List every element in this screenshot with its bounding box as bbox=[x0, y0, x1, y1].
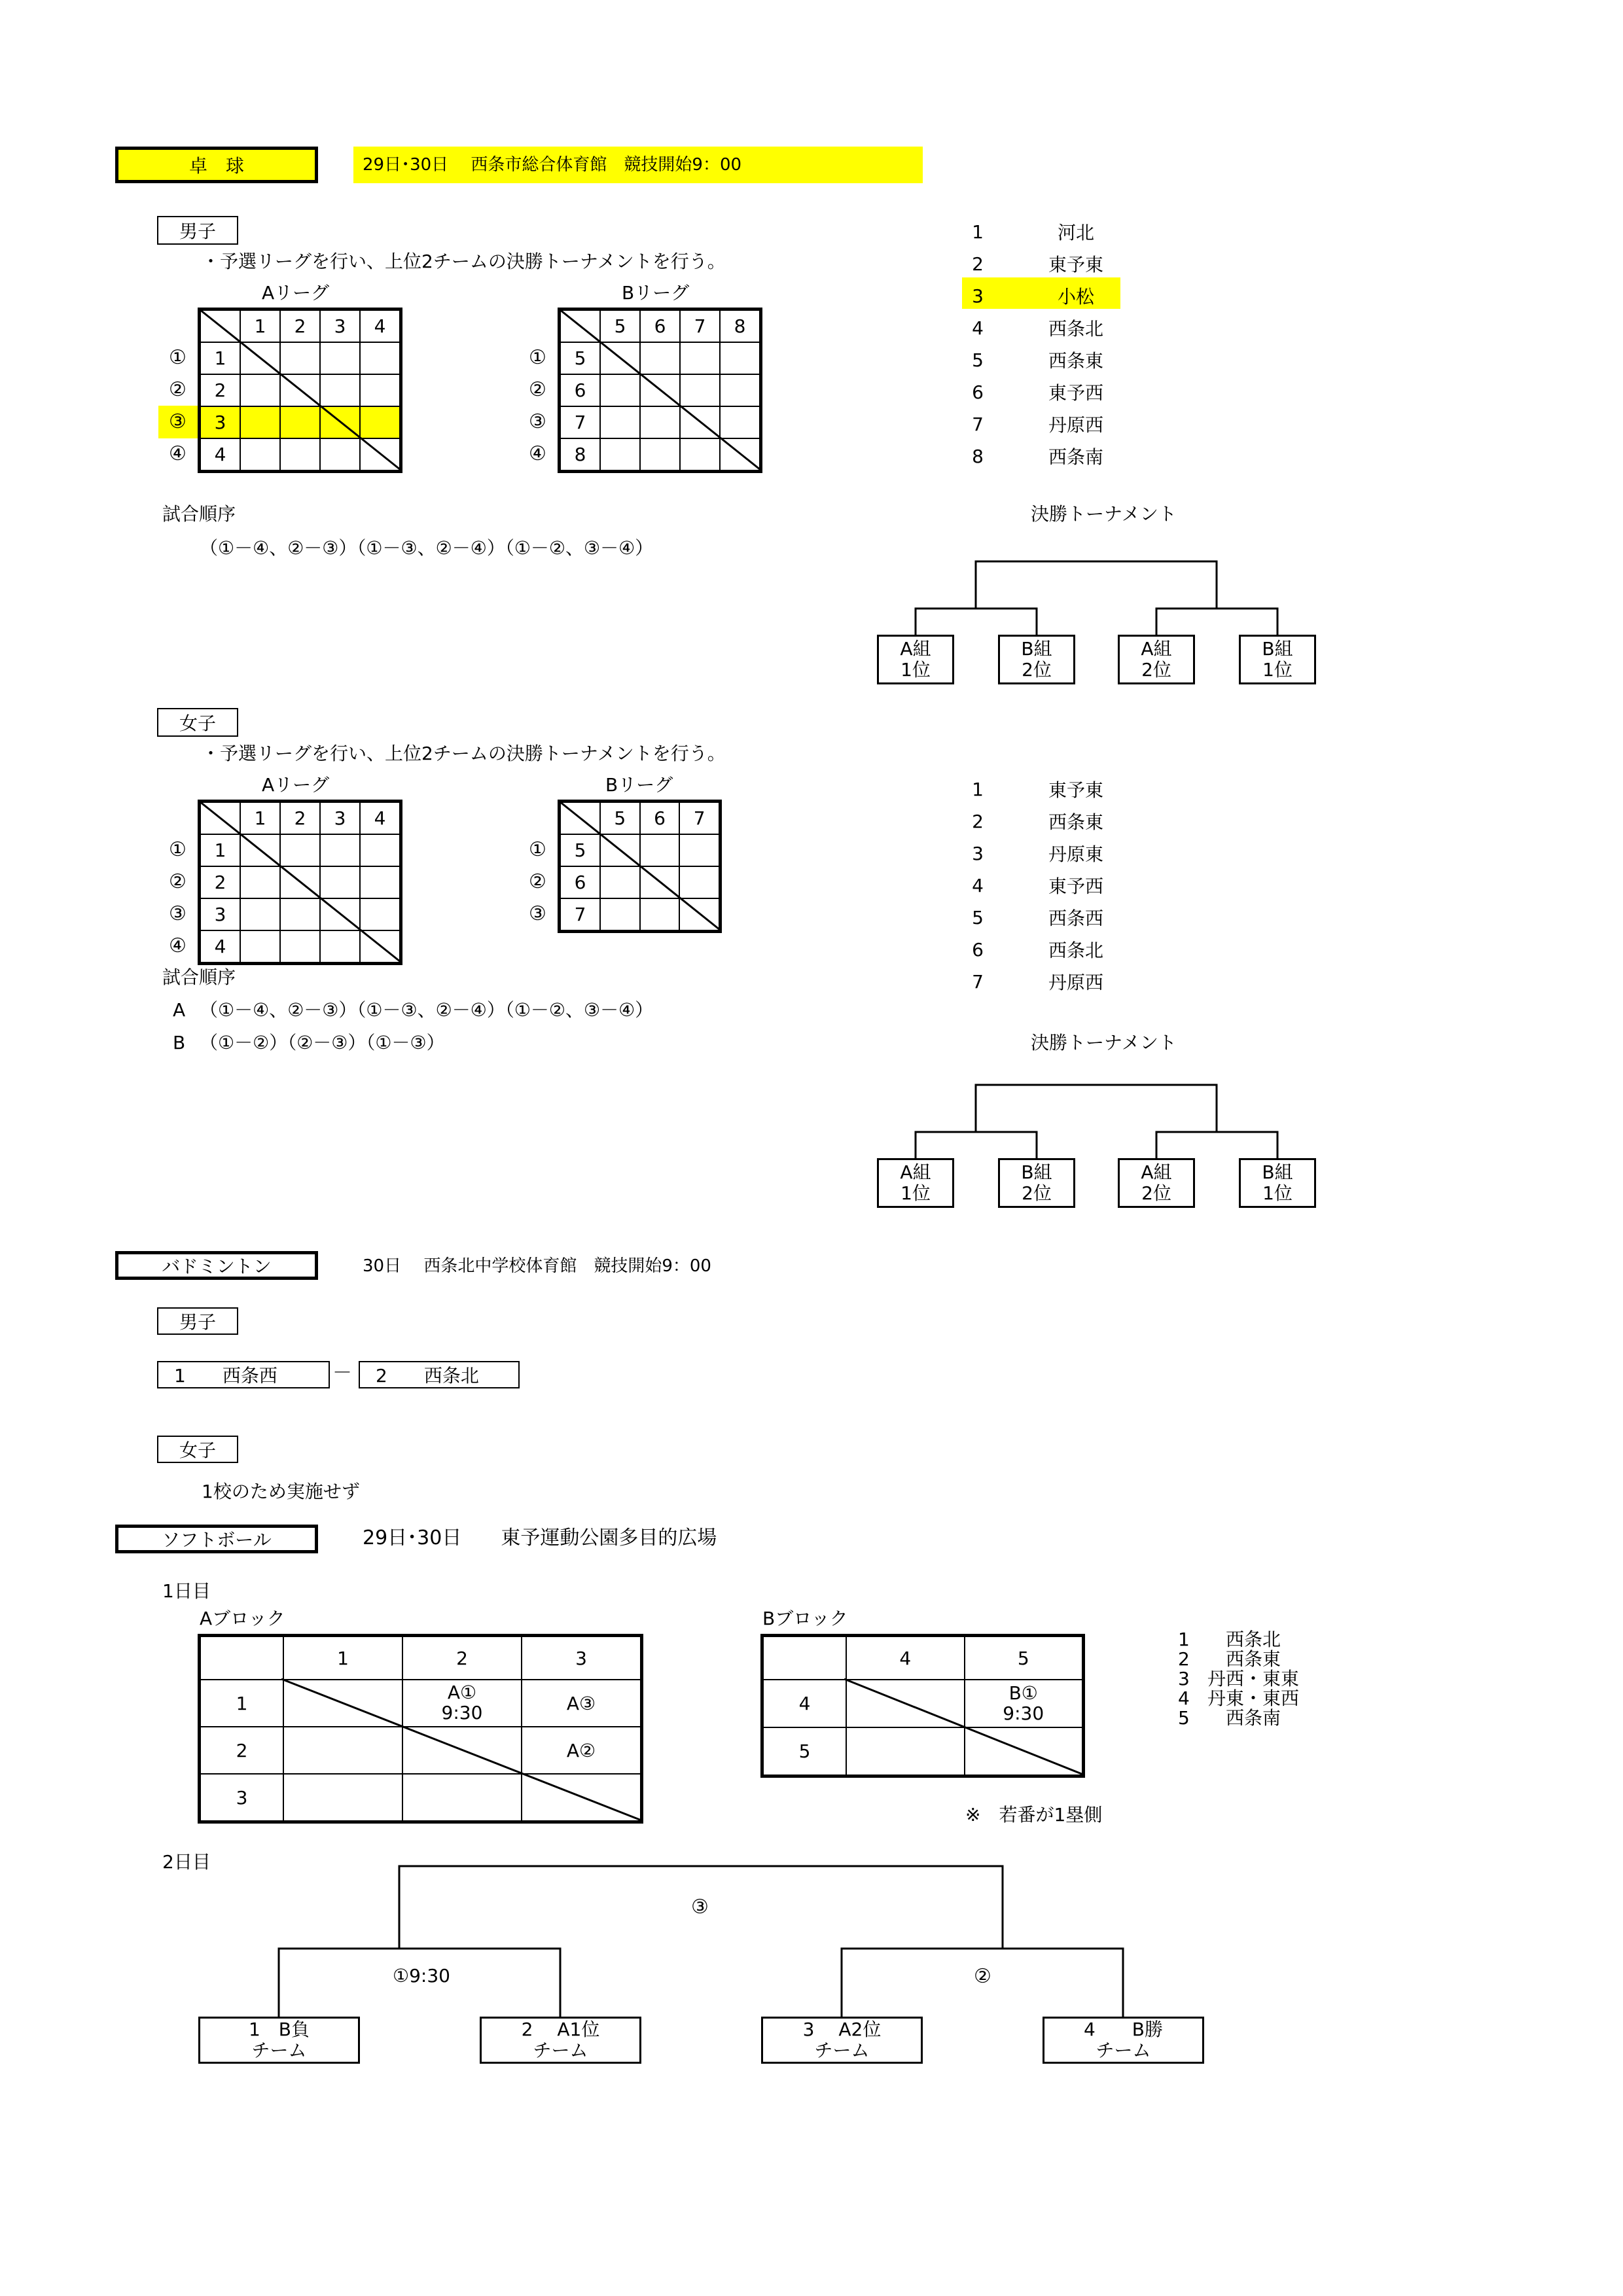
team-name: 西条南 bbox=[1048, 446, 1103, 468]
team-name: 東予西 bbox=[1048, 875, 1103, 897]
circle-2: ② bbox=[169, 870, 187, 893]
badminton-girls-label: 女子 bbox=[157, 1436, 238, 1463]
header-cell: 5 bbox=[600, 802, 640, 834]
team-name: 丹西・東東 bbox=[1207, 1668, 1299, 1689]
team-name: 西条北 bbox=[1225, 1629, 1281, 1650]
badminton-match-right: 2 西条北 bbox=[359, 1361, 520, 1388]
team-list-row bbox=[965, 840, 1122, 866]
softball-team-row bbox=[1178, 1650, 1302, 1669]
team-list-row bbox=[965, 872, 1122, 898]
row-label: 4 bbox=[200, 438, 240, 470]
badminton-info: 30日 西条北中学校体育館 競技開始9：00 bbox=[363, 1256, 711, 1276]
girls-order-a: （①－④、②－③）（①－③、②－④）（①－②、③－④） bbox=[200, 999, 654, 1021]
circle-4: ④ bbox=[169, 934, 187, 957]
team-number: 2 bbox=[1178, 1648, 1190, 1670]
table-tennis-title-text: 卓 球 bbox=[188, 155, 244, 177]
team-list-row bbox=[965, 411, 1122, 437]
header-cell: 4 bbox=[360, 310, 400, 342]
bracket-line bbox=[916, 1132, 1037, 1158]
block-b-table bbox=[762, 1636, 1083, 1776]
header-cell: 1 bbox=[240, 802, 280, 834]
boys-tournament-title: 決勝トーナメント bbox=[1031, 503, 1177, 525]
team-name: 丹原西 bbox=[1048, 414, 1103, 436]
girls-b-league-title: Bリーグ bbox=[605, 774, 673, 796]
team-number: 3 bbox=[972, 842, 984, 864]
badminton-match-left: 1 西条西 bbox=[157, 1361, 330, 1388]
row-label: 5 bbox=[560, 342, 600, 374]
header-cell: 5 bbox=[600, 310, 640, 342]
header-cell: 2 bbox=[280, 310, 320, 342]
softball-title bbox=[115, 1525, 318, 1553]
match-cell: A③ bbox=[522, 1680, 641, 1727]
bracket-slot: B組 2位 bbox=[998, 635, 1075, 684]
girls-a-league-table bbox=[200, 802, 401, 963]
row-label: 3 bbox=[200, 898, 240, 930]
team-number: 1 bbox=[1178, 1629, 1190, 1650]
row-label: 4 bbox=[763, 1680, 846, 1727]
boys-order: （①－④、②－③）（①－③、②－④）（①－②、③－④） bbox=[200, 537, 654, 559]
table-tennis-title bbox=[115, 147, 318, 183]
table-tennis-info-text: 29日･30日 西条市総合体育館 競技開始9：00 bbox=[363, 155, 742, 175]
row-label: 5 bbox=[763, 1727, 846, 1775]
team-name: 西条北 bbox=[1048, 318, 1103, 340]
team-list-row bbox=[965, 379, 1122, 405]
team-name: 西条東 bbox=[1048, 350, 1103, 372]
header-cell: 3 bbox=[522, 1636, 641, 1680]
softball-day2: 2日目 bbox=[162, 1851, 211, 1873]
row-label: 1 bbox=[200, 1680, 283, 1727]
block-a-title: Aブロック bbox=[200, 1608, 285, 1629]
semi-left-label: ①9:30 bbox=[393, 1965, 450, 1987]
team-number: 3 bbox=[1178, 1668, 1190, 1689]
header-cell: 2 bbox=[280, 802, 320, 834]
softball-day1: 1日目 bbox=[162, 1580, 211, 1602]
row-label: 7 bbox=[560, 898, 600, 930]
team-list-row bbox=[965, 936, 1122, 963]
girls-b-league-table bbox=[560, 802, 720, 931]
header-cell: 4 bbox=[360, 802, 400, 834]
final-label: ③ bbox=[691, 1896, 709, 1918]
row-label: 2 bbox=[200, 1727, 283, 1774]
team-list-row bbox=[965, 283, 1122, 309]
bracket-line bbox=[1156, 1132, 1277, 1158]
boys-b-league-title: Bリーグ bbox=[622, 282, 690, 304]
badminton-match-dash: － bbox=[332, 1362, 352, 1385]
bracket-slot: A組 1位 bbox=[877, 1158, 954, 1208]
row-label: 7 bbox=[560, 406, 600, 438]
team-list-row bbox=[965, 443, 1122, 469]
badminton-boys-label: 男子 bbox=[157, 1307, 238, 1335]
team-number: 5 bbox=[1178, 1707, 1190, 1729]
girls-order-b: （①－②）（②－③）（①－③） bbox=[200, 1032, 445, 1053]
team-name: 丹東・東西 bbox=[1207, 1687, 1299, 1709]
bracket-slot: B組 1位 bbox=[1239, 635, 1316, 684]
match-cell: A① 9:30 bbox=[402, 1680, 522, 1727]
badminton-title bbox=[115, 1251, 318, 1280]
row-label: 3 bbox=[200, 406, 240, 438]
circle-3: ③ bbox=[529, 410, 546, 433]
team-number: 4 bbox=[972, 317, 984, 339]
header-cell: 6 bbox=[640, 310, 680, 342]
team-list-row bbox=[965, 315, 1122, 341]
bracket-line bbox=[976, 1085, 1217, 1132]
circle-2: ② bbox=[169, 378, 187, 401]
circle-3: ③ bbox=[169, 902, 187, 925]
softball-team-row bbox=[1178, 1689, 1302, 1708]
softball-team-row bbox=[1178, 1709, 1302, 1727]
header-cell: 2 bbox=[402, 1636, 522, 1680]
header-cell: 6 bbox=[640, 802, 680, 834]
team-number: 7 bbox=[972, 970, 984, 993]
circle-1: ① bbox=[169, 838, 187, 861]
circle-4: ④ bbox=[529, 442, 546, 465]
bracket-line bbox=[1156, 609, 1277, 635]
girls-label: 女子 bbox=[157, 708, 238, 737]
team-name: 西条北 bbox=[1048, 940, 1103, 961]
bracket-slot: 2 A1位 チーム bbox=[480, 2017, 641, 2064]
circle-2: ② bbox=[529, 870, 546, 893]
team-number: 5 bbox=[972, 906, 984, 928]
boys-a-league-title: Aリーグ bbox=[262, 282, 330, 304]
row-label: 2 bbox=[200, 374, 240, 406]
team-list-row bbox=[965, 251, 1122, 277]
row-label: 6 bbox=[560, 374, 600, 406]
team-name: 東予東 bbox=[1048, 779, 1103, 801]
team-list-row bbox=[965, 776, 1122, 802]
softball-team-row bbox=[1178, 1631, 1302, 1649]
circle-2: ② bbox=[529, 378, 546, 401]
softball-info: 29日･30日 東予運動公園多目的広場 bbox=[363, 1527, 717, 1549]
team-number: 1 bbox=[972, 221, 984, 243]
bracket-line bbox=[976, 561, 1217, 609]
header-cell: 3 bbox=[320, 310, 360, 342]
girls-order-b-prefix: B bbox=[173, 1032, 186, 1053]
circle-3: ③ bbox=[169, 410, 187, 433]
bracket-slot: A組 2位 bbox=[1118, 1158, 1195, 1208]
team-name: 東予西 bbox=[1048, 382, 1103, 404]
team-list-row bbox=[965, 219, 1122, 245]
team-name: 西条西 bbox=[1048, 908, 1103, 929]
header-cell: 7 bbox=[680, 310, 720, 342]
header-cell: 4 bbox=[846, 1636, 965, 1680]
circle-4: ④ bbox=[169, 442, 187, 465]
circle-1: ① bbox=[529, 838, 546, 861]
row-label: 1 bbox=[200, 834, 240, 866]
bracket-slot: 1 B負 チーム bbox=[198, 2017, 360, 2064]
boys-order-label: 試合順序 bbox=[162, 503, 236, 525]
team-number: 6 bbox=[972, 938, 984, 961]
team-number: 8 bbox=[972, 445, 984, 467]
team-number: 3 bbox=[972, 285, 984, 307]
team-number: 4 bbox=[1178, 1687, 1190, 1709]
bracket-slot: A組 2位 bbox=[1118, 635, 1195, 684]
row-label: 1 bbox=[200, 342, 240, 374]
team-number: 2 bbox=[972, 810, 984, 832]
team-number: 4 bbox=[972, 874, 984, 896]
row-label: 8 bbox=[560, 438, 600, 470]
bracket-slot: 3 A2位 チーム bbox=[761, 2017, 923, 2064]
header-cell: 1 bbox=[240, 310, 280, 342]
row-label: 4 bbox=[200, 930, 240, 963]
badminton-girls-note: 1校のため実施せず bbox=[202, 1481, 360, 1502]
bracket-slot: B組 1位 bbox=[1239, 1158, 1316, 1208]
row-label: 6 bbox=[560, 866, 600, 898]
girls-order-a-prefix: A bbox=[173, 999, 186, 1021]
team-name: 西条東 bbox=[1048, 811, 1103, 833]
circle-1: ① bbox=[529, 346, 546, 369]
bracket-slot: 4 B勝 チーム bbox=[1043, 2017, 1204, 2064]
block-a-table bbox=[200, 1636, 641, 1822]
team-name: 丹原西 bbox=[1048, 972, 1103, 993]
team-name: 西条南 bbox=[1225, 1707, 1281, 1729]
team-number: 2 bbox=[972, 253, 984, 275]
girls-order-label: 試合順序 bbox=[162, 966, 236, 988]
circle-3: ③ bbox=[529, 902, 546, 925]
boys-a-league-table bbox=[200, 309, 401, 471]
badminton-title-text: バドミントン bbox=[162, 1256, 272, 1277]
header-cell: 5 bbox=[965, 1636, 1083, 1680]
girls-a-league-title: Aリーグ bbox=[262, 774, 330, 796]
team-number: 1 bbox=[972, 778, 984, 800]
header-cell: 8 bbox=[720, 310, 760, 342]
bracket-slot: A組 1位 bbox=[877, 635, 954, 684]
team-name: 丹原東 bbox=[1048, 843, 1103, 865]
team-number: 6 bbox=[972, 381, 984, 403]
boys-b-league-table bbox=[560, 309, 760, 471]
girls-tournament-title: 決勝トーナメント bbox=[1031, 1032, 1177, 1053]
boys-note: ・予選リーグを行い、上位2チームの決勝トーナメントを行う。 bbox=[202, 251, 726, 272]
team-list-row bbox=[965, 904, 1122, 930]
softball-team-row bbox=[1178, 1670, 1302, 1688]
girls-note: ・予選リーグを行い、上位2チームの決勝トーナメントを行う。 bbox=[202, 743, 726, 764]
softball-note: ※ 若番が1塁側 bbox=[965, 1804, 1103, 1826]
row-label: 2 bbox=[200, 866, 240, 898]
team-list-row bbox=[965, 347, 1122, 373]
team-number: 7 bbox=[972, 413, 984, 435]
header-cell: 7 bbox=[679, 802, 719, 834]
row-label: 5 bbox=[560, 834, 600, 866]
header-cell: 1 bbox=[283, 1636, 402, 1680]
header-cell: 3 bbox=[320, 802, 360, 834]
team-name: 西条東 bbox=[1225, 1648, 1281, 1670]
team-number: 5 bbox=[972, 349, 984, 371]
table-tennis-info bbox=[353, 147, 923, 183]
boys-label: 男子 bbox=[157, 216, 238, 245]
team-list-row bbox=[965, 808, 1122, 834]
bracket-slot: B組 2位 bbox=[998, 1158, 1075, 1208]
match-cell: B① 9:30 bbox=[965, 1680, 1083, 1727]
team-name: 河北 bbox=[1057, 222, 1094, 243]
softball-title-text: ソフトボール bbox=[162, 1529, 272, 1551]
match-cell: A② bbox=[522, 1727, 641, 1774]
team-name: 東予東 bbox=[1048, 254, 1103, 275]
row-label: 3 bbox=[200, 1774, 283, 1821]
block-b-title: Bブロック bbox=[762, 1608, 848, 1629]
team-name: 小松 bbox=[1057, 286, 1094, 308]
semi-right-label: ② bbox=[974, 1965, 991, 1988]
team-list-row bbox=[965, 968, 1122, 995]
bracket-line bbox=[916, 609, 1037, 635]
circle-1: ① bbox=[169, 346, 187, 369]
